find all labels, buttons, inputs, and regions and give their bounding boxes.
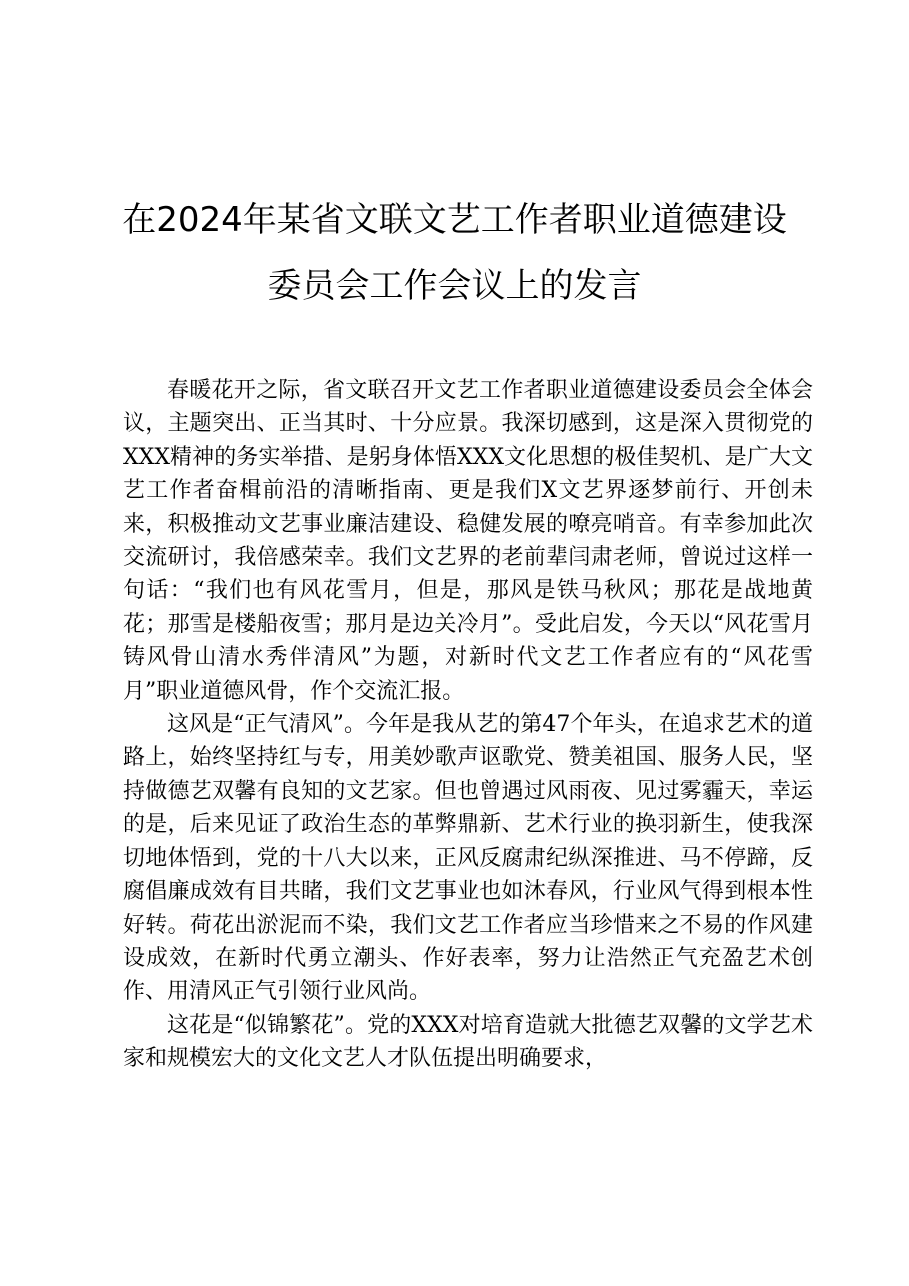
paragraph-wind: 这风是“正气清风”。今年是我从艺的第47个年头，在追求艺术的道路上，始终坚持红与专，用美妙歌声讴歌党、赞美祖国、服务人民，坚持做德艺双馨有良知的文艺家。但也曾遇过风雨夜、见过雾霾天，幸运的是，后来见证了政治生态的革弊鼎新、艺术行业的换羽新生，使我深切地体悟到，党的十八大以来，正风反腐肃纪纵深推进、马不停蹄，反腐倡廉成效有目共睹，我们文艺事业也如沐春风，行业风气得到根本性好转。荷花出淤泥而不染，我们文艺工作者应当珍惜来之不易的作风建设成效，在新时代勇立潮头、作好表率，努力让浩然正气充盈艺术创作、用清风正气引领行业风尚。	[123, 712, 813, 1005]
paragraph-opening: 春暖花开之际，省文联召开文艺工作者职业道德建设委员会全体会议，主题突出、正当其时、十分应景。我深切感到，这是深入贯彻党的XXX精神的务实举措、是躬身体悟XXX文化思想的极佳契机、是广大文艺工作者奋楫前沿的清晰指南、更是我们X文艺界逐梦前行、开创未来，积极推动文艺事业廉洁建设、稳健发展的嘹亮哨音。有幸参加此次交流研讨，我倍感荣幸。我们文艺界的老前辈闫肃老师，曾说过这样一句话：“我们也有风花雪月，但是，那风是铁马秋风；那花是战地黄花；那雪是楼船夜雪；那月是边关冷月”。受此启发，今天以“风花雪月铸风骨山清水秀伴清风”为题，对新时代文艺工作者应有的“风花雪月”职业道德风骨，作个交流汇报。	[123, 378, 813, 704]
document-body	[123, 374, 813, 1076]
paragraph-flower: 这花是“似锦繁花”。党的XXX对培育造就大批德艺双馨的文学艺术家和规模宏大的文化文艺人才队伍提出明确要求，	[123, 1012, 813, 1072]
document-title: 在2024年某省文联文艺工作者职业道德建设 委员会工作会议上的发言	[122, 200, 787, 306]
